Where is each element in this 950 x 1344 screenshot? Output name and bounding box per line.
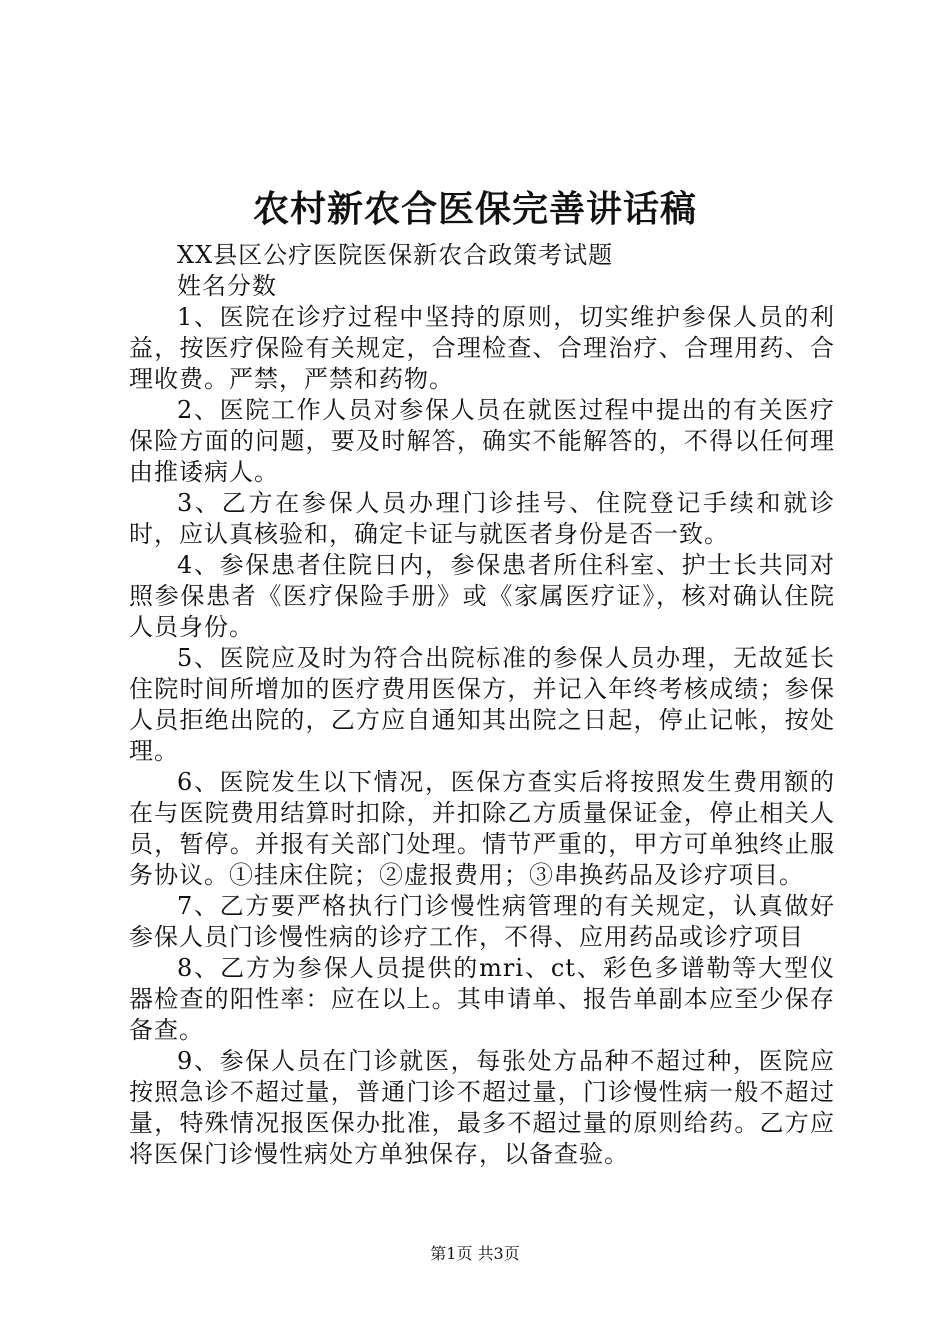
paragraph-item-9: 9、参保人员在门诊就医，每张处方品种不超过种，医院应按照急诊不超过量，普通门诊不超过量，门诊慢性病一般不超过量，特殊情况报医保办批准，最多不超过量的原则给药。乙方应将医保门诊慢性病处方单独保存，以备查验。 (129, 1047, 835, 1168)
paragraph-item-8: 8、乙方为参保人员提供的mri、ct、彩色多谱勒等大型仪器检查的阳性率：应在以上。其申请单、报告单副本应至少保存备查。 (129, 954, 835, 1044)
paragraph-item-1: 1、医院在诊疗过程中坚持的原则，切实维护参保人员的利益，按医疗保险有关规定，合理检查、合理治疗、合理用药、合理收费。严禁，严禁和药物。 (129, 303, 835, 393)
paragraph-item-2: 2、医院工作人员对参保人员在就医过程中提出的有关医疗保险方面的问题，要及时解答，确实不能解答的，不得以任何理由推诿病人。 (129, 396, 835, 486)
paragraph-item-3: 3、乙方在参保人员办理门诊挂号、住院登记手续和就诊时，应认真核验和，确定卡证与就医者身份是否一致。 (129, 489, 835, 548)
paragraph-item-4: 4、参保患者住院日内，参保患者所住科室、护士长共同对照参保患者《医疗保险手册》或《家属医疗证》，核对确认住院人员身份。 (129, 551, 835, 641)
document-title: 农村新农合医保完善讲话稿 (252, 188, 697, 230)
paragraph-name-score: 姓名分数 (177, 272, 277, 300)
paragraph-item-7: 7、乙方要严格执行门诊慢性病管理的有关规定，认真做好参保人员门诊慢性病的诊疗工作，不得、应用药品或诊疗项目 (129, 892, 835, 951)
page-footer: 第1页 共3页 (430, 1244, 520, 1263)
paragraph-item-6: 6、医院发生以下情况，医保方查实后将按照发生费用额的在与医院费用结算时扣除，并扣除乙方质量保证金，停止相关人员，暂停。并报有关部门处理。情节严重的，甲方可单独终止服务协议。①挂床住院；②虚报费用；③串换药品及诊疗项目。 (129, 768, 835, 889)
paragraph-subtitle: XX县区公疗医院医保新农合政策考试题 (177, 241, 614, 269)
paragraph-item-5: 5、医院应及时为符合出院标准的参保人员办理，无故延长住院时间所增加的医疗费用医保方，并记入年终考核成绩；参保人员拒绝出院的，乙方应自通知其出院之日起，停止记帐，按处理。 (129, 644, 835, 765)
document-body (129, 240, 835, 1170)
